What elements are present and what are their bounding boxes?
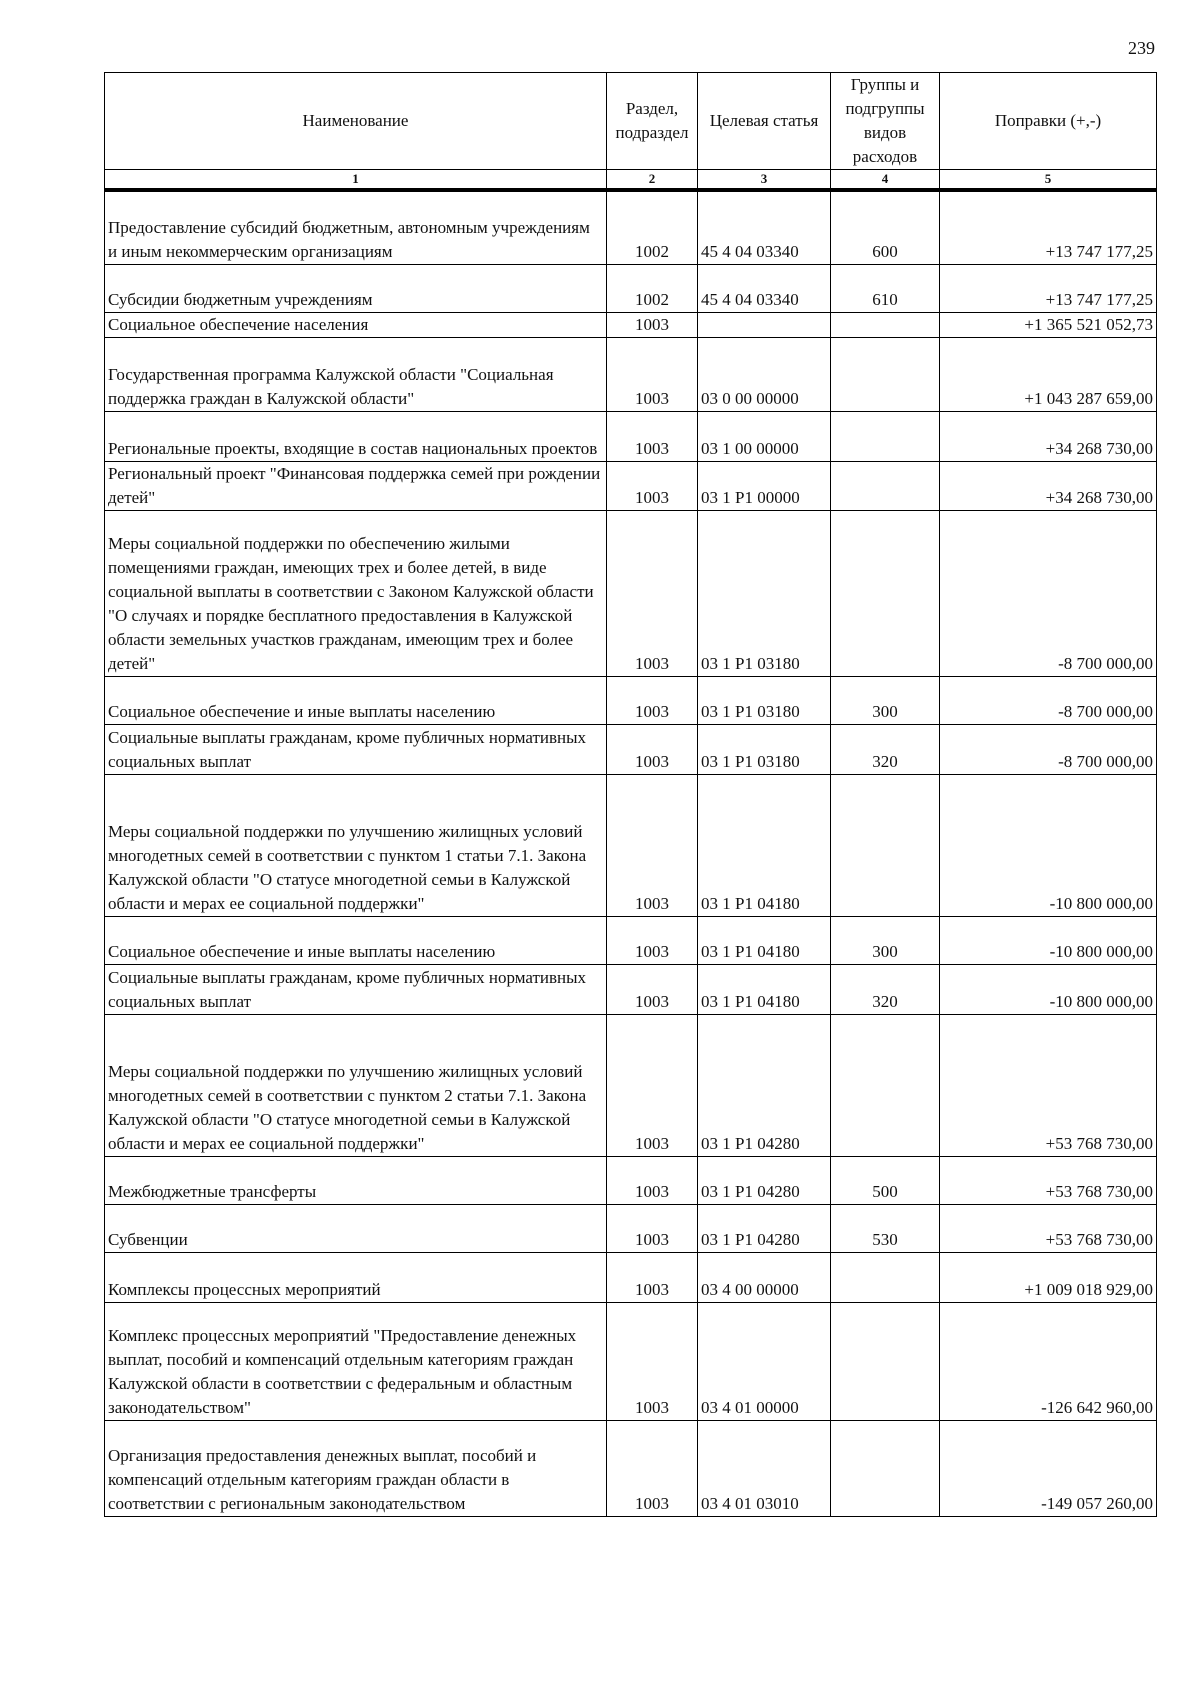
table-row (105, 1252, 1157, 1302)
row-amendment: +34 268 730,00 (940, 411, 1157, 461)
row-section: 1003 (607, 724, 698, 774)
row-section: 1003 (607, 964, 698, 1014)
row-target-article: 03 1 P1 03180 (698, 510, 831, 676)
row-expense-group: 300 (831, 676, 940, 724)
header-section: Раздел, подраздел (607, 73, 698, 170)
row-expense-group: 530 (831, 1204, 940, 1252)
row-amendment: -10 800 000,00 (940, 916, 1157, 964)
row-section: 1003 (607, 1204, 698, 1252)
table-row (105, 1302, 1157, 1420)
row-amendment: -149 057 260,00 (940, 1420, 1157, 1516)
table-row (105, 676, 1157, 724)
row-expense-group (831, 1252, 940, 1302)
table-row (105, 724, 1157, 774)
row-name: Меры социальной поддержки по обеспечению жилыми помещениями граждан, имеющих трех и более детей, в виде социальной выплаты в соответствии с Законом Калужской области "О случаях и порядке бесплатного предоставления в Калужской области земельных участков гражданам, имеющим трех и более детей" (105, 510, 607, 676)
table-row (105, 774, 1157, 916)
row-expense-group: 500 (831, 1156, 940, 1204)
row-amendment: -8 700 000,00 (940, 724, 1157, 774)
row-amendment: +53 768 730,00 (940, 1014, 1157, 1156)
row-name: Социальные выплаты гражданам, кроме публичных нормативных социальных выплат (105, 964, 607, 1014)
row-expense-group (831, 1014, 940, 1156)
row-name: Социальное обеспечение и иные выплаты населению (105, 916, 607, 964)
table-row (105, 264, 1157, 312)
row-section: 1003 (607, 1014, 698, 1156)
row-amendment: +53 768 730,00 (940, 1204, 1157, 1252)
row-amendment: +1 043 287 659,00 (940, 337, 1157, 411)
row-amendment: +53 768 730,00 (940, 1156, 1157, 1204)
row-target-article: 03 1 P1 04180 (698, 774, 831, 916)
row-target-article: 03 0 00 00000 (698, 337, 831, 411)
row-name: Региональный проект "Финансовая поддержка семей при рождении детей" (105, 461, 607, 510)
row-name: Комплексы процессных мероприятий (105, 1252, 607, 1302)
table-row (105, 461, 1157, 510)
row-section: 1003 (607, 1302, 698, 1420)
table-row (105, 312, 1157, 337)
row-section: 1003 (607, 774, 698, 916)
table-row (105, 964, 1157, 1014)
row-name: Комплекс процессных мероприятий "Предоставление денежных выплат, пособий и компенсаций отдельным категориям граждан Калужской области в соответствии с федеральным и областным законодательством" (105, 1302, 607, 1420)
column-number: 2 (607, 170, 698, 191)
row-name: Социальное обеспечение и иные выплаты населению (105, 676, 607, 724)
row-target-article: 03 1 P1 00000 (698, 461, 831, 510)
row-target-article: 03 1 P1 04180 (698, 916, 831, 964)
table-body (105, 190, 1157, 1516)
column-number: 4 (831, 170, 940, 191)
table-row (105, 1014, 1157, 1156)
table-row (105, 411, 1157, 461)
row-target-article: 03 1 P1 04280 (698, 1204, 831, 1252)
row-section: 1003 (607, 676, 698, 724)
table-row (105, 916, 1157, 964)
table-row (105, 1156, 1157, 1204)
row-amendment: -8 700 000,00 (940, 676, 1157, 724)
row-section: 1003 (607, 337, 698, 411)
row-expense-group: 300 (831, 916, 940, 964)
row-expense-group (831, 510, 940, 676)
table-row (105, 190, 1157, 264)
row-section: 1002 (607, 190, 698, 264)
row-expense-group (831, 1420, 940, 1516)
row-name: Предоставление субсидий бюджетным, автономным учреждениям и иным некоммерческим организациям (105, 190, 607, 264)
table-row (105, 1420, 1157, 1516)
row-target-article: 03 4 01 00000 (698, 1302, 831, 1420)
header-target: Целевая статья (698, 73, 831, 170)
row-name: Организация предоставления денежных выплат, пособий и компенсаций отдельным категориям граждан области в соответствии с региональным законодательством (105, 1420, 607, 1516)
table-row (105, 510, 1157, 676)
budget-table (104, 72, 1157, 1517)
row-expense-group (831, 411, 940, 461)
row-name: Социальное обеспечение населения (105, 312, 607, 337)
row-target-article: 03 1 P1 04280 (698, 1156, 831, 1204)
row-expense-group: 320 (831, 964, 940, 1014)
row-amendment: +1 365 521 052,73 (940, 312, 1157, 337)
table-row (105, 1204, 1157, 1252)
row-expense-group (831, 461, 940, 510)
header-row (105, 73, 1157, 170)
row-target-article: 45 4 04 03340 (698, 264, 831, 312)
column-number: 3 (698, 170, 831, 191)
header-amendment: Поправки (+,-) (940, 73, 1157, 170)
row-amendment: +1 009 018 929,00 (940, 1252, 1157, 1302)
column-number: 1 (105, 170, 607, 191)
row-section: 1003 (607, 510, 698, 676)
row-target-article (698, 312, 831, 337)
row-target-article: 03 1 00 00000 (698, 411, 831, 461)
row-amendment: -8 700 000,00 (940, 510, 1157, 676)
page-number: 239 (1128, 38, 1155, 58)
row-target-article: 03 4 00 00000 (698, 1252, 831, 1302)
row-target-article: 03 4 01 03010 (698, 1420, 831, 1516)
row-name: Государственная программа Калужской области "Социальная поддержка граждан в Калужской области" (105, 337, 607, 411)
row-amendment: +13 747 177,25 (940, 190, 1157, 264)
row-amendment: +34 268 730,00 (940, 461, 1157, 510)
row-name: Субвенции (105, 1204, 607, 1252)
row-section: 1003 (607, 1156, 698, 1204)
table-row (105, 337, 1157, 411)
row-name: Меры социальной поддержки по улучшению жилищных условий многодетных семей в соответствии с пунктом 1 статьи 7.1. Закона Калужской области "О статусе многодетной семьи в Калужской области и мерах ее социальной поддержки" (105, 774, 607, 916)
row-section: 1003 (607, 411, 698, 461)
row-section: 1003 (607, 1420, 698, 1516)
row-expense-group (831, 1302, 940, 1420)
row-target-article: 45 4 04 03340 (698, 190, 831, 264)
row-section: 1003 (607, 916, 698, 964)
row-target-article: 03 1 P1 04280 (698, 1014, 831, 1156)
row-name: Региональные проекты, входящие в состав национальных проектов (105, 411, 607, 461)
row-name: Межбюджетные трансферты (105, 1156, 607, 1204)
column-number-row (105, 170, 1157, 191)
column-number: 5 (940, 170, 1157, 191)
row-section: 1003 (607, 1252, 698, 1302)
row-section: 1003 (607, 312, 698, 337)
row-expense-group: 610 (831, 264, 940, 312)
row-section: 1002 (607, 264, 698, 312)
row-name: Социальные выплаты гражданам, кроме публичных нормативных социальных выплат (105, 724, 607, 774)
row-section: 1003 (607, 461, 698, 510)
row-amendment: +13 747 177,25 (940, 264, 1157, 312)
row-amendment: -10 800 000,00 (940, 774, 1157, 916)
row-expense-group (831, 312, 940, 337)
row-name: Меры социальной поддержки по улучшению жилищных условий многодетных семей в соответствии с пунктом 2 статьи 7.1. Закона Калужской области "О статусе многодетной семьи в Калужской области и мерах ее социальной поддержки" (105, 1014, 607, 1156)
header-name: Наименование (105, 73, 607, 170)
row-expense-group: 320 (831, 724, 940, 774)
row-target-article: 03 1 P1 03180 (698, 676, 831, 724)
row-target-article: 03 1 P1 04180 (698, 964, 831, 1014)
row-expense-group: 600 (831, 190, 940, 264)
row-name: Субсидии бюджетным учреждениям (105, 264, 607, 312)
row-expense-group (831, 774, 940, 916)
row-expense-group (831, 337, 940, 411)
row-target-article: 03 1 P1 03180 (698, 724, 831, 774)
header-group: Группы и подгруппы видов расходов (831, 73, 940, 170)
row-amendment: -10 800 000,00 (940, 964, 1157, 1014)
row-amendment: -126 642 960,00 (940, 1302, 1157, 1420)
